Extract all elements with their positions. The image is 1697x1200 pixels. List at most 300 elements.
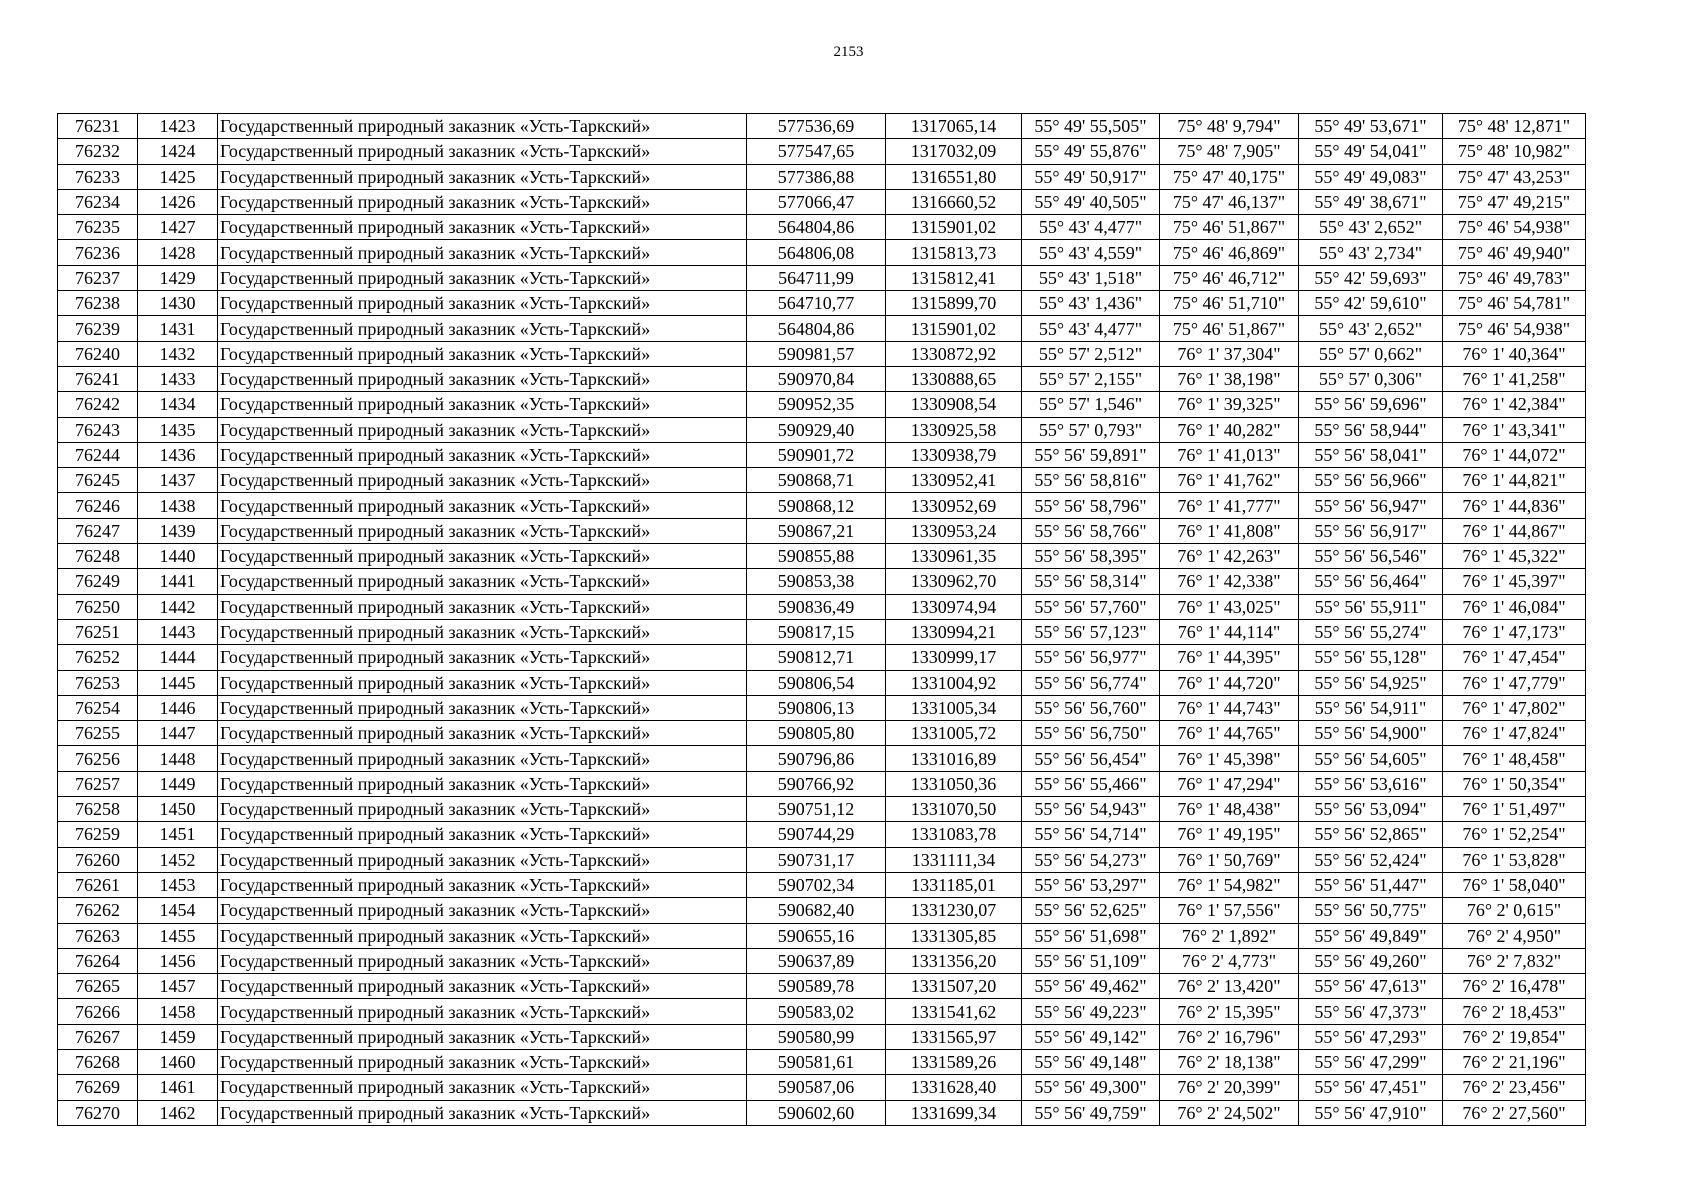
latitude-2-cell: 55° 56' 47,910" [1299, 1100, 1443, 1125]
row-number-cell: 76235 [58, 215, 138, 240]
longitude-1-cell: 76° 1' 39,325" [1160, 392, 1299, 417]
longitude-1-cell: 76° 2' 20,399" [1160, 1075, 1299, 1100]
latitude-2-cell: 55° 56' 54,911" [1299, 695, 1443, 720]
table-row [58, 746, 1586, 771]
table-row [58, 544, 1586, 569]
longitude-2-cell: 75° 46' 49,783" [1443, 265, 1586, 290]
longitude-2-cell: 76° 1' 47,173" [1443, 619, 1586, 644]
longitude-1-cell: 76° 1' 45,398" [1160, 746, 1299, 771]
table-row [58, 898, 1586, 923]
latitude-1-cell: 55° 56' 58,816" [1022, 468, 1160, 493]
coord-y-cell: 1330908,54 [886, 392, 1022, 417]
latitude-1-cell: 55° 56' 57,123" [1022, 619, 1160, 644]
longitude-2-cell: 76° 2' 7,832" [1443, 948, 1586, 973]
coord-y-cell: 1331083,78 [886, 822, 1022, 847]
object-name-cell: Государственный природный заказник «Усть-Таркский» [218, 366, 747, 391]
coord-x-cell: 590766,92 [747, 771, 886, 796]
longitude-1-cell: 76° 2' 16,796" [1160, 1024, 1299, 1049]
longitude-2-cell: 76° 1' 50,354" [1443, 771, 1586, 796]
longitude-1-cell: 75° 46' 51,867" [1160, 316, 1299, 341]
longitude-1-cell: 76° 1' 57,556" [1160, 898, 1299, 923]
table-row [58, 442, 1586, 467]
coord-y-cell: 1315901,02 [886, 215, 1022, 240]
point-number-cell: 1462 [138, 1100, 218, 1125]
longitude-1-cell: 76° 2' 15,395" [1160, 999, 1299, 1024]
table-body [58, 114, 1586, 1126]
object-name-cell: Государственный природный заказник «Усть-Таркский» [218, 721, 747, 746]
coord-x-cell: 590970,84 [747, 366, 886, 391]
coord-x-cell: 577536,69 [747, 114, 886, 139]
table-row [58, 569, 1586, 594]
coord-x-cell: 564806,08 [747, 240, 886, 265]
object-name-cell: Государственный природный заказник «Усть-Таркский» [218, 1100, 747, 1125]
table-row [58, 948, 1586, 973]
table-row [58, 392, 1586, 417]
table-row [58, 265, 1586, 290]
longitude-2-cell: 76° 2' 0,615" [1443, 898, 1586, 923]
point-number-cell: 1455 [138, 923, 218, 948]
longitude-1-cell: 75° 47' 40,175" [1160, 164, 1299, 189]
longitude-1-cell: 75° 46' 51,867" [1160, 215, 1299, 240]
latitude-2-cell: 55° 56' 51,447" [1299, 872, 1443, 897]
table-row [58, 164, 1586, 189]
latitude-1-cell: 55° 56' 58,314" [1022, 569, 1160, 594]
coord-y-cell: 1330938,79 [886, 442, 1022, 467]
row-number-cell: 76241 [58, 366, 138, 391]
coord-y-cell: 1331230,07 [886, 898, 1022, 923]
row-number-cell: 76268 [58, 1049, 138, 1074]
latitude-1-cell: 55° 56' 51,698" [1022, 923, 1160, 948]
coord-y-cell: 1331565,97 [886, 1024, 1022, 1049]
latitude-2-cell: 55° 56' 55,274" [1299, 619, 1443, 644]
coord-x-cell: 590812,71 [747, 645, 886, 670]
point-number-cell: 1444 [138, 645, 218, 670]
table-row [58, 291, 1586, 316]
object-name-cell: Государственный природный заказник «Усть-Таркский» [218, 1075, 747, 1100]
latitude-2-cell: 55° 49' 53,671" [1299, 114, 1443, 139]
latitude-1-cell: 55° 43' 4,477" [1022, 215, 1160, 240]
latitude-2-cell: 55° 49' 49,083" [1299, 164, 1443, 189]
point-number-cell: 1451 [138, 822, 218, 847]
point-number-cell: 1458 [138, 999, 218, 1024]
longitude-2-cell: 75° 47' 49,215" [1443, 189, 1586, 214]
latitude-2-cell: 55° 56' 54,605" [1299, 746, 1443, 771]
point-number-cell: 1460 [138, 1049, 218, 1074]
coord-y-cell: 1331356,20 [886, 948, 1022, 973]
object-name-cell: Государственный природный заказник «Усть-Таркский» [218, 746, 747, 771]
coordinates-table [57, 113, 1586, 1126]
point-number-cell: 1448 [138, 746, 218, 771]
row-number-cell: 76244 [58, 442, 138, 467]
latitude-1-cell: 55° 56' 55,466" [1022, 771, 1160, 796]
row-number-cell: 76243 [58, 417, 138, 442]
coord-y-cell: 1331699,34 [886, 1100, 1022, 1125]
longitude-1-cell: 76° 1' 44,114" [1160, 619, 1299, 644]
object-name-cell: Государственный природный заказник «Усть-Таркский» [218, 847, 747, 872]
latitude-1-cell: 55° 56' 56,454" [1022, 746, 1160, 771]
point-number-cell: 1423 [138, 114, 218, 139]
coord-x-cell: 590981,57 [747, 341, 886, 366]
point-number-cell: 1454 [138, 898, 218, 923]
row-number-cell: 76261 [58, 872, 138, 897]
latitude-2-cell: 55° 56' 53,616" [1299, 771, 1443, 796]
coord-y-cell: 1330953,24 [886, 518, 1022, 543]
coord-x-cell: 590637,89 [747, 948, 886, 973]
longitude-2-cell: 76° 1' 53,828" [1443, 847, 1586, 872]
longitude-2-cell: 76° 1' 47,824" [1443, 721, 1586, 746]
latitude-1-cell: 55° 56' 56,774" [1022, 670, 1160, 695]
coord-x-cell: 564804,86 [747, 215, 886, 240]
point-number-cell: 1440 [138, 544, 218, 569]
table-row [58, 847, 1586, 872]
coord-x-cell: 590583,02 [747, 999, 886, 1024]
latitude-1-cell: 55° 56' 58,395" [1022, 544, 1160, 569]
object-name-cell: Государственный природный заказник «Усть-Таркский» [218, 923, 747, 948]
coord-x-cell: 590731,17 [747, 847, 886, 872]
longitude-1-cell: 76° 1' 41,013" [1160, 442, 1299, 467]
object-name-cell: Государственный природный заказник «Усть-Таркский» [218, 695, 747, 720]
point-number-cell: 1437 [138, 468, 218, 493]
longitude-1-cell: 75° 46' 46,712" [1160, 265, 1299, 290]
coord-x-cell: 577386,88 [747, 164, 886, 189]
row-number-cell: 76264 [58, 948, 138, 973]
latitude-1-cell: 55° 56' 58,796" [1022, 493, 1160, 518]
coord-y-cell: 1330888,65 [886, 366, 1022, 391]
coord-y-cell: 1330994,21 [886, 619, 1022, 644]
coord-y-cell: 1330962,70 [886, 569, 1022, 594]
longitude-2-cell: 76° 1' 43,341" [1443, 417, 1586, 442]
table-row [58, 240, 1586, 265]
row-number-cell: 76265 [58, 974, 138, 999]
point-number-cell: 1435 [138, 417, 218, 442]
latitude-1-cell: 55° 56' 56,760" [1022, 695, 1160, 720]
latitude-1-cell: 55° 56' 49,462" [1022, 974, 1160, 999]
latitude-1-cell: 55° 56' 51,109" [1022, 948, 1160, 973]
row-number-cell: 76253 [58, 670, 138, 695]
longitude-1-cell: 76° 1' 43,025" [1160, 594, 1299, 619]
object-name-cell: Государственный природный заказник «Усть-Таркский» [218, 797, 747, 822]
longitude-1-cell: 76° 2' 18,138" [1160, 1049, 1299, 1074]
row-number-cell: 76251 [58, 619, 138, 644]
latitude-1-cell: 55° 57' 2,512" [1022, 341, 1160, 366]
latitude-1-cell: 55° 56' 49,300" [1022, 1075, 1160, 1100]
table-row [58, 1049, 1586, 1074]
longitude-2-cell: 76° 1' 52,254" [1443, 822, 1586, 847]
coord-y-cell: 1331628,40 [886, 1075, 1022, 1100]
table-row [58, 645, 1586, 670]
point-number-cell: 1424 [138, 139, 218, 164]
latitude-1-cell: 55° 56' 49,148" [1022, 1049, 1160, 1074]
latitude-2-cell: 55° 56' 47,451" [1299, 1075, 1443, 1100]
coord-x-cell: 590744,29 [747, 822, 886, 847]
coord-y-cell: 1330952,41 [886, 468, 1022, 493]
object-name-cell: Государственный природный заказник «Усть-Таркский» [218, 619, 747, 644]
latitude-1-cell: 55° 56' 56,977" [1022, 645, 1160, 670]
object-name-cell: Государственный природный заказник «Усть-Таркский» [218, 215, 747, 240]
longitude-2-cell: 76° 1' 58,040" [1443, 872, 1586, 897]
longitude-1-cell: 76° 1' 41,808" [1160, 518, 1299, 543]
point-number-cell: 1447 [138, 721, 218, 746]
point-number-cell: 1456 [138, 948, 218, 973]
row-number-cell: 76249 [58, 569, 138, 594]
table-row [58, 872, 1586, 897]
coord-y-cell: 1331050,36 [886, 771, 1022, 796]
longitude-1-cell: 75° 46' 46,869" [1160, 240, 1299, 265]
longitude-1-cell: 76° 1' 50,769" [1160, 847, 1299, 872]
object-name-cell: Государственный природный заказник «Усть-Таркский» [218, 645, 747, 670]
latitude-2-cell: 55° 56' 56,464" [1299, 569, 1443, 594]
row-number-cell: 76254 [58, 695, 138, 720]
longitude-1-cell: 76° 1' 41,762" [1160, 468, 1299, 493]
latitude-2-cell: 55° 49' 54,041" [1299, 139, 1443, 164]
table-row [58, 366, 1586, 391]
coord-x-cell: 590855,88 [747, 544, 886, 569]
latitude-1-cell: 55° 43' 4,477" [1022, 316, 1160, 341]
object-name-cell: Государственный природный заказник «Усть-Таркский» [218, 1024, 747, 1049]
latitude-1-cell: 55° 56' 52,625" [1022, 898, 1160, 923]
table-row [58, 923, 1586, 948]
latitude-1-cell: 55° 56' 57,760" [1022, 594, 1160, 619]
longitude-1-cell: 75° 47' 46,137" [1160, 189, 1299, 214]
longitude-2-cell: 76° 2' 16,478" [1443, 974, 1586, 999]
longitude-2-cell: 75° 46' 54,938" [1443, 215, 1586, 240]
longitude-2-cell: 76° 1' 40,364" [1443, 341, 1586, 366]
point-number-cell: 1436 [138, 442, 218, 467]
point-number-cell: 1432 [138, 341, 218, 366]
row-number-cell: 76246 [58, 493, 138, 518]
coord-y-cell: 1331541,62 [886, 999, 1022, 1024]
latitude-2-cell: 55° 56' 56,546" [1299, 544, 1443, 569]
object-name-cell: Государственный природный заказник «Усть-Таркский» [218, 139, 747, 164]
coord-y-cell: 1316551,80 [886, 164, 1022, 189]
latitude-1-cell: 55° 56' 49,223" [1022, 999, 1160, 1024]
row-number-cell: 76237 [58, 265, 138, 290]
longitude-1-cell: 76° 2' 4,773" [1160, 948, 1299, 973]
table-row [58, 771, 1586, 796]
coord-x-cell: 577547,65 [747, 139, 886, 164]
longitude-1-cell: 76° 2' 13,420" [1160, 974, 1299, 999]
table-row [58, 139, 1586, 164]
row-number-cell: 76266 [58, 999, 138, 1024]
longitude-2-cell: 75° 46' 54,938" [1443, 316, 1586, 341]
coord-x-cell: 590836,49 [747, 594, 886, 619]
table-row [58, 999, 1586, 1024]
latitude-2-cell: 55° 56' 47,373" [1299, 999, 1443, 1024]
point-number-cell: 1426 [138, 189, 218, 214]
row-number-cell: 76236 [58, 240, 138, 265]
longitude-2-cell: 76° 1' 47,802" [1443, 695, 1586, 720]
latitude-1-cell: 55° 49' 55,876" [1022, 139, 1160, 164]
longitude-2-cell: 76° 1' 48,458" [1443, 746, 1586, 771]
latitude-2-cell: 55° 42' 59,693" [1299, 265, 1443, 290]
latitude-1-cell: 55° 56' 53,297" [1022, 872, 1160, 897]
latitude-1-cell: 55° 56' 54,273" [1022, 847, 1160, 872]
longitude-2-cell: 76° 2' 4,950" [1443, 923, 1586, 948]
latitude-2-cell: 55° 56' 47,613" [1299, 974, 1443, 999]
row-number-cell: 76250 [58, 594, 138, 619]
longitude-2-cell: 75° 48' 12,871" [1443, 114, 1586, 139]
object-name-cell: Государственный природный заказник «Усть-Таркский» [218, 341, 747, 366]
object-name-cell: Государственный природный заказник «Усть-Таркский» [218, 670, 747, 695]
coord-x-cell: 590589,78 [747, 974, 886, 999]
object-name-cell: Государственный природный заказник «Усть-Таркский» [218, 594, 747, 619]
coord-y-cell: 1331589,26 [886, 1049, 1022, 1074]
latitude-2-cell: 55° 56' 52,424" [1299, 847, 1443, 872]
coord-x-cell: 590853,38 [747, 569, 886, 594]
object-name-cell: Государственный природный заказник «Усть-Таркский» [218, 291, 747, 316]
page-number: 2153 [833, 44, 864, 60]
row-number-cell: 76231 [58, 114, 138, 139]
coord-y-cell: 1331016,89 [886, 746, 1022, 771]
table-row [58, 215, 1586, 240]
longitude-2-cell: 76° 1' 44,072" [1443, 442, 1586, 467]
coord-y-cell: 1316660,52 [886, 189, 1022, 214]
latitude-2-cell: 55° 56' 50,775" [1299, 898, 1443, 923]
longitude-1-cell: 76° 2' 1,892" [1160, 923, 1299, 948]
table-row [58, 316, 1586, 341]
row-number-cell: 76258 [58, 797, 138, 822]
latitude-1-cell: 55° 56' 49,142" [1022, 1024, 1160, 1049]
coord-x-cell: 590751,12 [747, 797, 886, 822]
longitude-1-cell: 76° 1' 54,982" [1160, 872, 1299, 897]
longitude-1-cell: 76° 1' 47,294" [1160, 771, 1299, 796]
coord-x-cell: 590702,34 [747, 872, 886, 897]
coord-x-cell: 590655,16 [747, 923, 886, 948]
object-name-cell: Государственный природный заказник «Усть-Таркский» [218, 569, 747, 594]
row-number-cell: 76242 [58, 392, 138, 417]
latitude-1-cell: 55° 56' 59,891" [1022, 442, 1160, 467]
latitude-1-cell: 55° 56' 54,943" [1022, 797, 1160, 822]
row-number-cell: 76263 [58, 923, 138, 948]
table-row [58, 619, 1586, 644]
longitude-2-cell: 76° 2' 18,453" [1443, 999, 1586, 1024]
table-row [58, 493, 1586, 518]
row-number-cell: 76248 [58, 544, 138, 569]
object-name-cell: Государственный природный заказник «Усть-Таркский» [218, 771, 747, 796]
row-number-cell: 76232 [58, 139, 138, 164]
coord-x-cell: 564710,77 [747, 291, 886, 316]
latitude-1-cell: 55° 43' 1,436" [1022, 291, 1160, 316]
latitude-2-cell: 55° 56' 52,865" [1299, 822, 1443, 847]
coord-y-cell: 1331004,92 [886, 670, 1022, 695]
latitude-1-cell: 55° 49' 55,505" [1022, 114, 1160, 139]
latitude-2-cell: 55° 56' 47,293" [1299, 1024, 1443, 1049]
row-number-cell: 76262 [58, 898, 138, 923]
coord-y-cell: 1331185,01 [886, 872, 1022, 897]
longitude-1-cell: 76° 1' 42,338" [1160, 569, 1299, 594]
point-number-cell: 1449 [138, 771, 218, 796]
table-row [58, 670, 1586, 695]
row-number-cell: 76267 [58, 1024, 138, 1049]
longitude-2-cell: 76° 1' 44,821" [1443, 468, 1586, 493]
table-row [58, 1100, 1586, 1125]
latitude-1-cell: 55° 56' 56,750" [1022, 721, 1160, 746]
coord-x-cell: 590929,40 [747, 417, 886, 442]
coord-y-cell: 1330961,35 [886, 544, 1022, 569]
longitude-2-cell: 75° 48' 10,982" [1443, 139, 1586, 164]
object-name-cell: Государственный природный заказник «Усть-Таркский» [218, 518, 747, 543]
longitude-2-cell: 76° 2' 19,854" [1443, 1024, 1586, 1049]
coord-y-cell: 1315899,70 [886, 291, 1022, 316]
point-number-cell: 1430 [138, 291, 218, 316]
coord-y-cell: 1330974,94 [886, 594, 1022, 619]
point-number-cell: 1439 [138, 518, 218, 543]
object-name-cell: Государственный природный заказник «Усть-Таркский» [218, 189, 747, 214]
table-row [58, 822, 1586, 847]
longitude-2-cell: 76° 2' 27,560" [1443, 1100, 1586, 1125]
longitude-2-cell: 76° 1' 44,867" [1443, 518, 1586, 543]
point-number-cell: 1452 [138, 847, 218, 872]
row-number-cell: 76245 [58, 468, 138, 493]
latitude-1-cell: 55° 56' 58,766" [1022, 518, 1160, 543]
longitude-2-cell: 76° 1' 42,384" [1443, 392, 1586, 417]
latitude-2-cell: 55° 49' 38,671" [1299, 189, 1443, 214]
coord-x-cell: 590806,13 [747, 695, 886, 720]
coord-x-cell: 590587,06 [747, 1075, 886, 1100]
row-number-cell: 76270 [58, 1100, 138, 1125]
row-number-cell: 76233 [58, 164, 138, 189]
longitude-1-cell: 76° 1' 41,777" [1160, 493, 1299, 518]
row-number-cell: 76256 [58, 746, 138, 771]
latitude-2-cell: 55° 56' 59,696" [1299, 392, 1443, 417]
latitude-2-cell: 55° 56' 49,849" [1299, 923, 1443, 948]
latitude-2-cell: 55° 57' 0,662" [1299, 341, 1443, 366]
point-number-cell: 1442 [138, 594, 218, 619]
row-number-cell: 76240 [58, 341, 138, 366]
longitude-2-cell: 76° 1' 51,497" [1443, 797, 1586, 822]
latitude-1-cell: 55° 43' 4,559" [1022, 240, 1160, 265]
point-number-cell: 1434 [138, 392, 218, 417]
coord-y-cell: 1331305,85 [886, 923, 1022, 948]
row-number-cell: 76259 [58, 822, 138, 847]
object-name-cell: Государственный природный заказник «Усть-Таркский» [218, 1049, 747, 1074]
coord-x-cell: 590817,15 [747, 619, 886, 644]
coord-x-cell: 590796,86 [747, 746, 886, 771]
longitude-1-cell: 76° 1' 49,195" [1160, 822, 1299, 847]
coord-x-cell: 590682,40 [747, 898, 886, 923]
longitude-1-cell: 75° 46' 51,710" [1160, 291, 1299, 316]
latitude-2-cell: 55° 56' 58,041" [1299, 442, 1443, 467]
point-number-cell: 1438 [138, 493, 218, 518]
longitude-2-cell: 76° 2' 21,196" [1443, 1049, 1586, 1074]
latitude-1-cell: 55° 57' 2,155" [1022, 366, 1160, 391]
point-number-cell: 1429 [138, 265, 218, 290]
table-row [58, 721, 1586, 746]
object-name-cell: Государственный природный заказник «Усть-Таркский» [218, 392, 747, 417]
row-number-cell: 76269 [58, 1075, 138, 1100]
table-row [58, 797, 1586, 822]
point-number-cell: 1425 [138, 164, 218, 189]
latitude-2-cell: 55° 56' 56,966" [1299, 468, 1443, 493]
object-name-cell: Государственный природный заказник «Усть-Таркский» [218, 114, 747, 139]
latitude-2-cell: 55° 56' 47,299" [1299, 1049, 1443, 1074]
row-number-cell: 76234 [58, 189, 138, 214]
latitude-2-cell: 55° 43' 2,734" [1299, 240, 1443, 265]
object-name-cell: Государственный природный заказник «Усть-Таркский» [218, 948, 747, 973]
table-row [58, 518, 1586, 543]
coord-x-cell: 590901,72 [747, 442, 886, 467]
coord-y-cell: 1330952,69 [886, 493, 1022, 518]
latitude-1-cell: 55° 49' 40,505" [1022, 189, 1160, 214]
coord-y-cell: 1331070,50 [886, 797, 1022, 822]
longitude-2-cell: 75° 46' 49,940" [1443, 240, 1586, 265]
object-name-cell: Государственный природный заказник «Усть-Таркский» [218, 164, 747, 189]
table-row [58, 417, 1586, 442]
point-number-cell: 1427 [138, 215, 218, 240]
longitude-1-cell: 76° 1' 37,304" [1160, 341, 1299, 366]
latitude-2-cell: 55° 43' 2,652" [1299, 215, 1443, 240]
longitude-2-cell: 76° 1' 47,779" [1443, 670, 1586, 695]
